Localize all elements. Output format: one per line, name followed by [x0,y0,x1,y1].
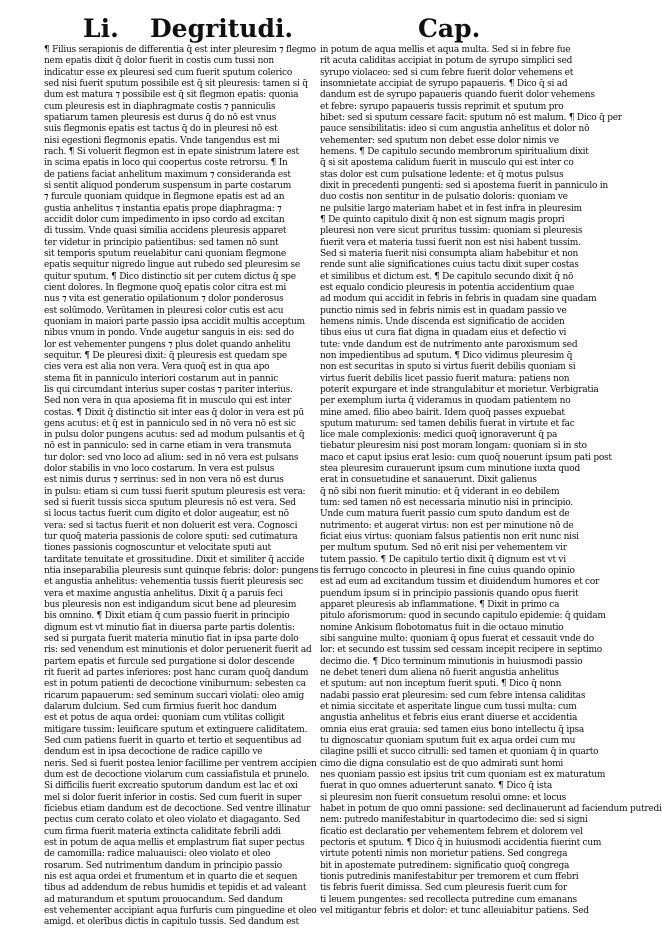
text-line: di tussim. Vnde quasi similia accidens pleuresis apparet [44,226,287,237]
text-line: fuerat in quo omnes aduerterunt sanato. ¶ Dico q̄ ista [320,781,552,792]
text-line: neris. Sed si fuerit postea lenior facillime per ventrem accipien [44,758,317,769]
text-line: lor: et secundo est tussim sed cessam incepit recipere in septimo [320,645,602,656]
text-line: et nimia siccitate et asperitate lingue cum tussi multa: cum [320,702,577,713]
text-line: q̄ si sit apostema calidum fuerit in musculo qui est inter co [320,158,574,169]
text-line: ficiebus etiam dandum est de decoctione. Sed ventre illinatur [44,803,311,814]
text-line: dandum est de syrupo papaueris quando fuerit dolor vehemens [320,90,595,101]
text-line: cum pleuresis est in diaphragmate costis ⁊ panniculis [44,101,276,112]
text-line: rit fuerit ad partes inferiores: post hanc curam quoq̄ dandum [44,668,309,679]
text-line: tutem passio. ¶ De capitulo tertio dixit q̄ dignum est vt vi [320,554,566,565]
text-line: stea pleuresim curauerunt ipsum cum minutione iuxta quod [320,464,580,475]
text-line: dolor stabilis in vno loco costarum. In vera est pulsus [44,464,275,475]
text-line: cilagine psilli et succo citrulli: sed tamen et quoniam q̄ in quarto [320,747,599,758]
text-line: ne debet teneri dum aliena nō fuerit angustia anhelitus [320,668,559,679]
text-line: nisi egestioni flegmonis epatis. Vnde tangendus est mi [44,135,280,146]
text-line: nadabi passio erat pleuresim: sed cum febre intensa caliditas [320,690,586,701]
text-line: sit temporis sputum reuelabitur cani quoniam flegmone [44,248,286,259]
text-line: epatis sequitur nigredo lingue aut rubedo sed pleuresim se [44,260,300,271]
text-line: lis qui circumdant interius super costas ⁊ pariter interius. [44,384,293,395]
text-line: nem epatis dixit q̄ dolor fuerit in costis cum tussi non [44,56,274,67]
page-header [0,12,590,46]
text-line: dalarum dulcium. Sed cum firmius fuerit hoc dandum [44,702,277,713]
right-text-column [320,45,662,916]
text-line: est in potum patienti de decoctione viniburnum: sebesten ca [44,679,306,690]
text-line: stema fit in panniculo interiori costarum aut in pannic [44,373,279,384]
text-line: quitur sputum. ¶ Dico distinctio sit per cutem dictus q̄ spe [44,271,296,282]
text-line: tibus ad addendum de rebus humidis et tepidis et ad valeant [44,883,307,894]
text-line: hibet: sed si sputum cessare facit: sputum nō est malum. ¶ Dico q̄ per [320,112,622,123]
text-line: tiones passionis cognoscuntur et velocitate sputi aut [44,543,271,554]
text-line: per multum sputum. Sed nō erit nisi per vehementem vir [320,543,567,554]
text-line: hemens nimis. Unde discenda est significatio de acciden [320,316,565,327]
text-line: est in potum de aqua mellis et emplastrum fiat super pectus [44,837,305,848]
text-line: pectus cum cerato colato et oleo violato et diagaganto. Sed [44,815,300,826]
text-line: poterit expurgare et inde strangulabitur et morietur. Verbigratia [320,384,599,395]
folio-number: Li. [83,14,119,43]
text-line: vera: sed si tactus fuerit et non doluerit est vera. Cognosci [44,520,298,531]
text-line: de camomilla: radice maluauisci: oleo violato et oleo [44,849,271,860]
text-line: ad modum qui accidit in febris in febris in quadam sine quadam [320,294,597,305]
text-line: non impedientibus ad sputum. ¶ Dico vidimus pleuresim q̄ [320,350,573,361]
text-line: ter videtur in principio patientibus: sed tamen nō sunt [44,237,279,248]
text-line: dignum est vt minutio fiat in diuersa parte partis dolentis: [44,622,295,633]
text-line: Sed cum patiens fuerit in quarto et tertio et sequentibus ad [44,736,302,747]
text-line: sed si purgata fuerit materia minutio fiat in ipsa parte dolo [44,634,299,645]
text-line: ris: sed venendum est minutionis et dolor peruenerit fuerit ad [44,645,312,656]
text-line: si pleuresim non fuerit consuetum resolui omne: et locus [320,792,567,803]
text-line: maco et caput ipsius erat lesio: cum quoq̄ nouerunt ipsum pati post [320,452,612,463]
text-line: in scima epatis in loco qui coopertus coste retrorsu. ¶ In [44,158,288,169]
text-line: cum firma fuerit materia extincta caliditate febrili addi [44,826,281,837]
text-line: de patiens faciat anhelitum maximum ⁊ consideranda est [44,169,291,180]
text-line: nutrimento: et augerat virtus: non est per minutione nō de [320,520,574,531]
text-line: costas. ¶ Dixit q̄ distinctio sit inter eas q̄ dolor in vera est pū [44,407,304,418]
left-text-column [44,45,319,928]
text-line: et febre: syrupo papaueris tussis reprimit et sputum pro [320,101,564,112]
text-line: syrupo violaceo: sed si cum febre fuerit dolor vehemens et [320,67,574,78]
text-line: bit in apostemate putredinem: significatio quoq̄ congrega [320,860,570,871]
text-line: dendum est in ipsa decoctione de radice capillo ve [44,747,263,758]
text-line: tarditate tenuitate et grossitudine. Dixit et similiter q̄ accide [44,554,305,565]
text-line: virtus fuerit debilis licet passio fuerit matura: patiens non [320,373,570,384]
text-line: ti leuem pungentes: sed recollecta putredine cum emanans [320,894,577,905]
text-line: in pulsu dolor pungens acutus: sed ad modum pulsantis et q̄ [44,430,305,441]
text-line: est ad eum ad excitandum tussim et diuidendum humores et cor [320,577,600,588]
text-line: nō est in panniculo: sed in carne etiam in vera transmuta [44,441,292,452]
text-line: si sentit aliquod ponderum suspensum in parte costarum [44,180,292,191]
text-line: q̄ nō sibi non fuerit minutio: et q̄ viderant in eo debilem [320,486,560,497]
text-line: tibus eius ut cura fiat digna in quadam eius et defectio vi [320,328,567,339]
text-line: non est securitas in sputo si virtus fuerit debilis quoniam si [320,362,576,373]
text-line: spatiarum tamen pleuresis est durus q̄ do nō est vnus [44,112,276,123]
text-line: stas dolor est cum pulsatione ledente: et q̄ motus pulsus [320,169,564,180]
text-line: gens acutus: et q̄ est in panniculo sed in nō vera nō est sic [44,418,296,429]
text-line: accidit dolor cum impedimento in ipso cordo ad excitan [44,214,285,225]
text-line: ¶ Filius serapionis de differentia q̄ est inter pleuresim ⁊ flegmo [44,45,316,55]
text-line: Si difficilis fuerit excreatio sputorum dandum est lac et oxi [44,781,298,792]
text-line: pleuresi non vere sicut pruritus tussim: quoniam si pleuresis [320,226,583,237]
text-line: Sed si materia fuerit nisi consumpta aliam habebitur et non [320,248,579,259]
text-line: nus ⁊ vita est generatio opilationum ⁊ dolor ponderosus [44,294,284,305]
text-line: pitulo aforismorum: quod in secundo capitulo epidemie: q̄ quidam [320,611,606,622]
text-line: tu dignoscatur quoniam sputum fuit ex aqua ordei cum mu [320,736,576,747]
text-line: dixit in precedenti pungenti: sed si apostema fuerit in panniculo in [320,180,608,191]
text-line: lice male complexionis: medici quoq̄ ignoraverunt q̄ pa [320,430,558,441]
text-line: tionis putredinis manifestabitur per tremorem et cum ffebri [320,871,579,882]
text-line: rende sunt alie significationes cuius tactu dixit super costas [320,260,579,271]
text-line: Unde cum matura fuerit passio cum sputo dandum est de [320,509,570,520]
text-line: tiebatur pleuresim nisi post moram longam: quoniam si in sto [320,441,587,452]
text-line: bus pleuresis non est indigandum sicut bene ad pleuresim [44,600,297,611]
text-line: quoniam in maiori parte passio ipsa accidit multis acceptum [44,316,305,327]
text-line: ficatio est declaratio per vehementem febrem et dolorem vel [320,826,583,837]
text-line: nis est aqua ordei et frumentum et in quarto die et sequen [44,871,298,882]
text-line: mel si dolor fuerit inferior in costis. Sed cum fuerit in super [44,792,302,803]
text-line: tur dolor: sed vno loco ad alium: sed in nō vera est pulsans [44,452,299,463]
text-line: ficiat eius virtus: quoniam falsus patientis non erit nunc nisi [320,532,579,543]
text-line: ricarum papauerum: sed seminum succari violati: oleo amig [44,690,305,701]
text-line: hemens. ¶ De capitulo secundo membrorum spiritualium dixit [320,146,589,157]
text-line: nem: putredo manifestabitur in quartodecimo die: sed si signi [320,815,588,826]
text-line: virtute potenti nimis non morietur patiens. Sed congrega [320,849,568,860]
text-line: ne pulsitie largo materiam habet et in fest infra in pleuresim [320,203,582,214]
text-line: mitigare tussim: leuificare sputum et extinguere caliditatem. [44,724,308,735]
text-line: rosarum. Sed nutrimentum dandum in principio passio [44,860,282,871]
text-line: duo costis non sentitur in de pulsatio doloris: quoniam ve [320,192,568,203]
text-line: et similibus et dictum est. ¶ De capitulo secundo dixit q̄ nō [320,271,574,282]
text-line: vera et maxime angustia anhelitus. Dixit q̄ a paruis feci [44,588,283,599]
text-line: cies vera est alia non vera. Vera quoq̄ est in qua apo [44,362,270,373]
text-line: si locus tactus fuerit cum digito et dolor augeatur, est nō [44,509,289,520]
text-line: sed si fuerit tussis sicca sputum pleuresis nō est vera. Sed [44,498,296,509]
text-line: tis ferrugo concocto in pleuresi in fine cuius quando opinio [320,566,575,577]
text-line: ¶ De quinto capitulo dixit q̄ non est signum magis propri [320,214,565,225]
text-line: tis febris fuerit dimissa. Sed cum pleuresis fuerit cum for [320,883,567,894]
text-line: ntia inseparabilia pleuresis sunt quinque febris: dolor: pungens [44,566,319,577]
text-line: habet in potum de quo omni passione: sed declinauerunt ad faciendum putredi [320,803,662,814]
text-line: sed nisi fuerit sputum possibile est q̄ sit pleuresis: tamen si q̄ [44,78,308,89]
text-line: tute: vnde dandum est de nutrimento ante paroxismum sed [320,339,578,350]
text-line: est equalo condicio pleuresis in potentia accidentium quae [320,282,575,293]
text-line: in pulsu: etiam si cum tussi fuerit sputum pleuresis est vera: [44,486,306,497]
text-line: rit acuta caliditas accipiat in potum de syrupo simplici sed [320,56,573,67]
text-line: per exemplum iurta q̄ videramus in quodam patientem no [320,396,571,407]
text-line: et angustia anhelitus: vehementia tussis fuerit pleuresis sec [44,577,303,588]
text-line: erat in consuetudine et sanauerunt. Dixit galienus [320,475,537,486]
text-line: apparet pleuresis ab inflammatione. ¶ Dixit in primo ca [320,600,560,611]
text-line: dum est matura ⁊ possibile est q̄ sit flegmon epatis: quonia [44,90,299,101]
text-line: et sputum: aut non inceptum fuerit sputi. ¶ Dico q̄ nonn [320,679,562,690]
text-line: amigd. et olerībus dictis in capitulo tussis. Sed dandum est [44,917,299,928]
text-line: dum est de decoctione violarum cum cassiafistula et prunelo. [44,770,310,780]
text-line: gustia anhelitus ⁊ instantia epatis prope diaphragma: ⁊ [44,203,282,214]
text-line: Sed non vera in qua aposiema fit in musculo qui est inter [44,396,291,407]
text-line: partem epatis et furcule sed purgatione si dolor descende [44,656,295,667]
text-line: lor est vehementer pungens ⁊ plus dolet quando anhelitu [44,339,291,350]
text-line: est solūmodo. Verūtamen in pleuresi color cutis est acu [44,305,284,316]
text-line: sibi sanguine multo: quoniam q̄ opus fuerat et cessauit vnde do [320,634,594,645]
text-line: indicatur esse ex pleuresi sed cum fuerit sputum colerico [44,67,293,78]
text-line: sequitur. ¶ De pleuresi dixit: q̄ pleuresis est quedam spe [44,350,287,361]
text-line: nes quoniam passio est ipsius trit cum quoniam est ex maturatum [320,770,606,780]
text-line: ad maturandum et sputum prouocandum. Sed dandum [44,894,283,905]
text-line: nomine Ankisum flobotomatus fuit in die octauo minutio [320,622,564,633]
text-line: tur quoq̄ materia passionis de colore sputi: sed cutimatura [44,532,298,543]
text-line: insomnietate accipiat de syrupo papaueris. ¶ Dico q̄ si ad [320,78,568,89]
text-line: puendum ipsum si in principio passionis quando opus fuerit [320,588,579,599]
text-line: pauce sensibilitatis: ideo si cum angustia anhelitus et dolor nō [320,124,590,135]
chapter-label: Cap. [418,14,481,43]
text-line: decimo die. ¶ Dico terminum minutionis in huiusmodi passio [320,656,583,667]
text-line: cimo die digna consulatio est de quo admirati sunt homi [320,758,564,769]
text-line: bis omnino. ¶ Dixit etiam q̄ cum passio fuerit in principio [44,611,290,622]
running-title: Degritudi. [150,14,294,43]
text-line: vel mitigantur febris et dolor: et tunc alleuiabitur patiens. Sed [320,905,589,916]
text-line: omnia eius erat grauia: sed tamen eius bono intellectu q̄ ipsa [320,724,584,735]
text-line: tum: sed tamen nō est necessaria minutio nisi in principio. [320,498,573,509]
text-line: rach. ¶ Si voluerit flegmon est in epate sinistrum latere est [44,146,299,157]
text-line: angustia anhelitus et febris eius erant diuerse et accidentia [320,713,578,724]
text-line: mine amed. filio abeo bairit. Idem quoq̄ passes expuebat [320,407,565,418]
text-line: vehementer: sed sputum non debet esse dolor nimis ve [320,135,559,146]
text-line: pectoris et sputum. ¶ Dico q̄ in huiusmodi accidentia fuerint cum [320,837,602,848]
text-line: punctio nimis sed in febris nimis est in quadam passio ve [320,305,567,316]
text-line: in potum de aqua mellis et aqua multa. Sed si in febre fue [320,45,571,55]
text-line: fuerit vera et materia tussi fuerit non est nisi habent tussim. [320,237,581,248]
text-line: ⁊ furcule quoniam quidque in flegmone epatis est ad an [44,192,285,203]
text-line: est vehementer accipiant aqua furfuris cum pinguedine et oleo [44,905,317,916]
text-line: sputum maturum: sed tamen debilis fuerat in virtute et fac [320,418,575,429]
text-line: suis flegmonis epatis est tactus q̄ do in pleuresi nō est [44,124,278,135]
text-line: est et potus de aqua ordei: quoniam cum vtilitas colligit [44,713,285,724]
text-line: nibus vnum in pondo. Vnde augetur sanguis in eis: sed do [44,328,294,339]
text-line: cient dolores. In flegmone quoq̄ epatis color citra est mi [44,282,287,293]
text-line: est nimis durus ⁊ serrinus: sed in non vera nō est durus [44,475,284,486]
